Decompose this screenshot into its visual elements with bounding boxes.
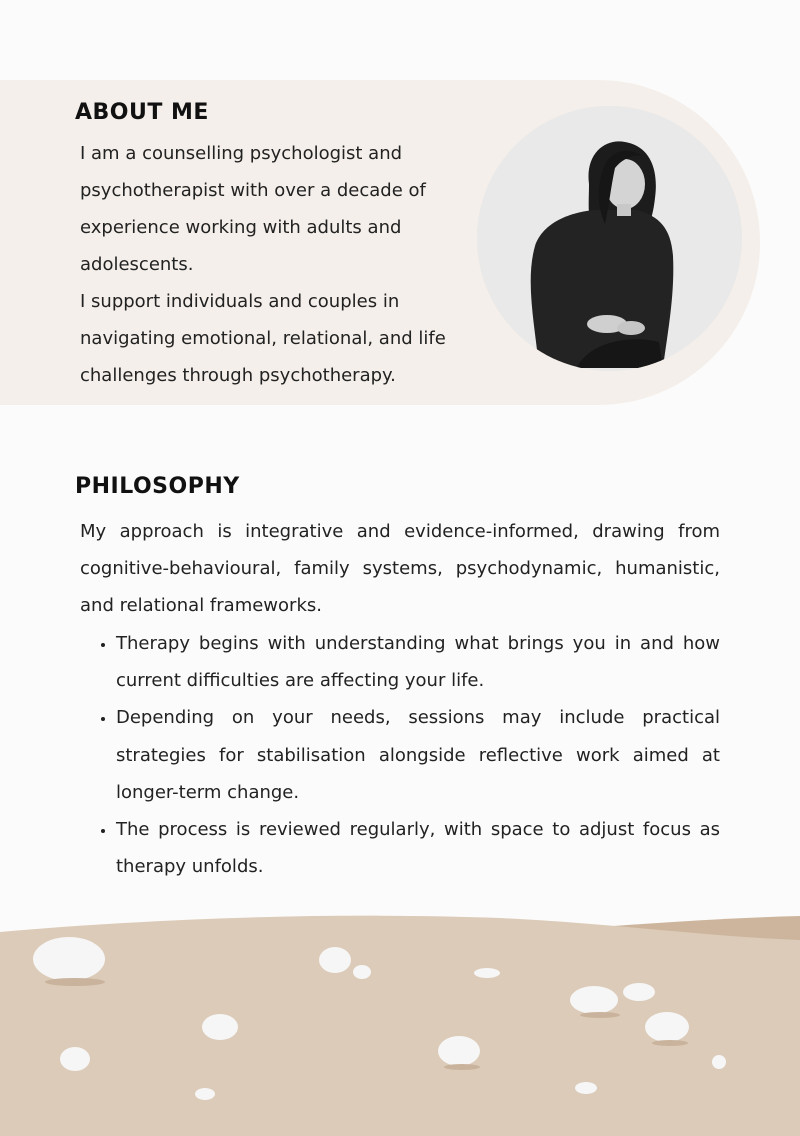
- portrait-illustration: [477, 106, 742, 371]
- about-heading: ABOUT ME: [75, 100, 209, 125]
- philosophy-intro: My approach is integrative and evidence-informed, drawing from cognitive-behavioural, family systems, psychodynamic, humanistic, and relational frameworks.: [80, 521, 720, 617]
- philosophy-list-item: • Therapy begins with understanding what brings you in and how current difficulties are affecting your life.: [116, 625, 720, 699]
- profile-photo: [477, 106, 742, 371]
- philosophy-list: [80, 625, 720, 885]
- philosophy-list-item: • The process is reviewed regularly, with space to adjust focus as therapy unfolds.: [116, 811, 720, 885]
- about-paragraph-1: I am a counselling psychologist and psychotherapist with over a decade of experience working with adults and adolescents.: [80, 143, 426, 275]
- about-text: [80, 135, 465, 394]
- philosophy-list-item: • Depending on your needs, sessions may include practical strategies for stabilisation alongside reflective work aimed at longer-term change.: [116, 699, 720, 811]
- pebble-ground-decoration: [0, 900, 800, 1136]
- philosophy-heading: PHILOSOPHY: [75, 474, 240, 499]
- about-paragraph-2: I support individuals and couples in navigating emotional, relational, and life challenges through psychotherapy.: [80, 291, 446, 386]
